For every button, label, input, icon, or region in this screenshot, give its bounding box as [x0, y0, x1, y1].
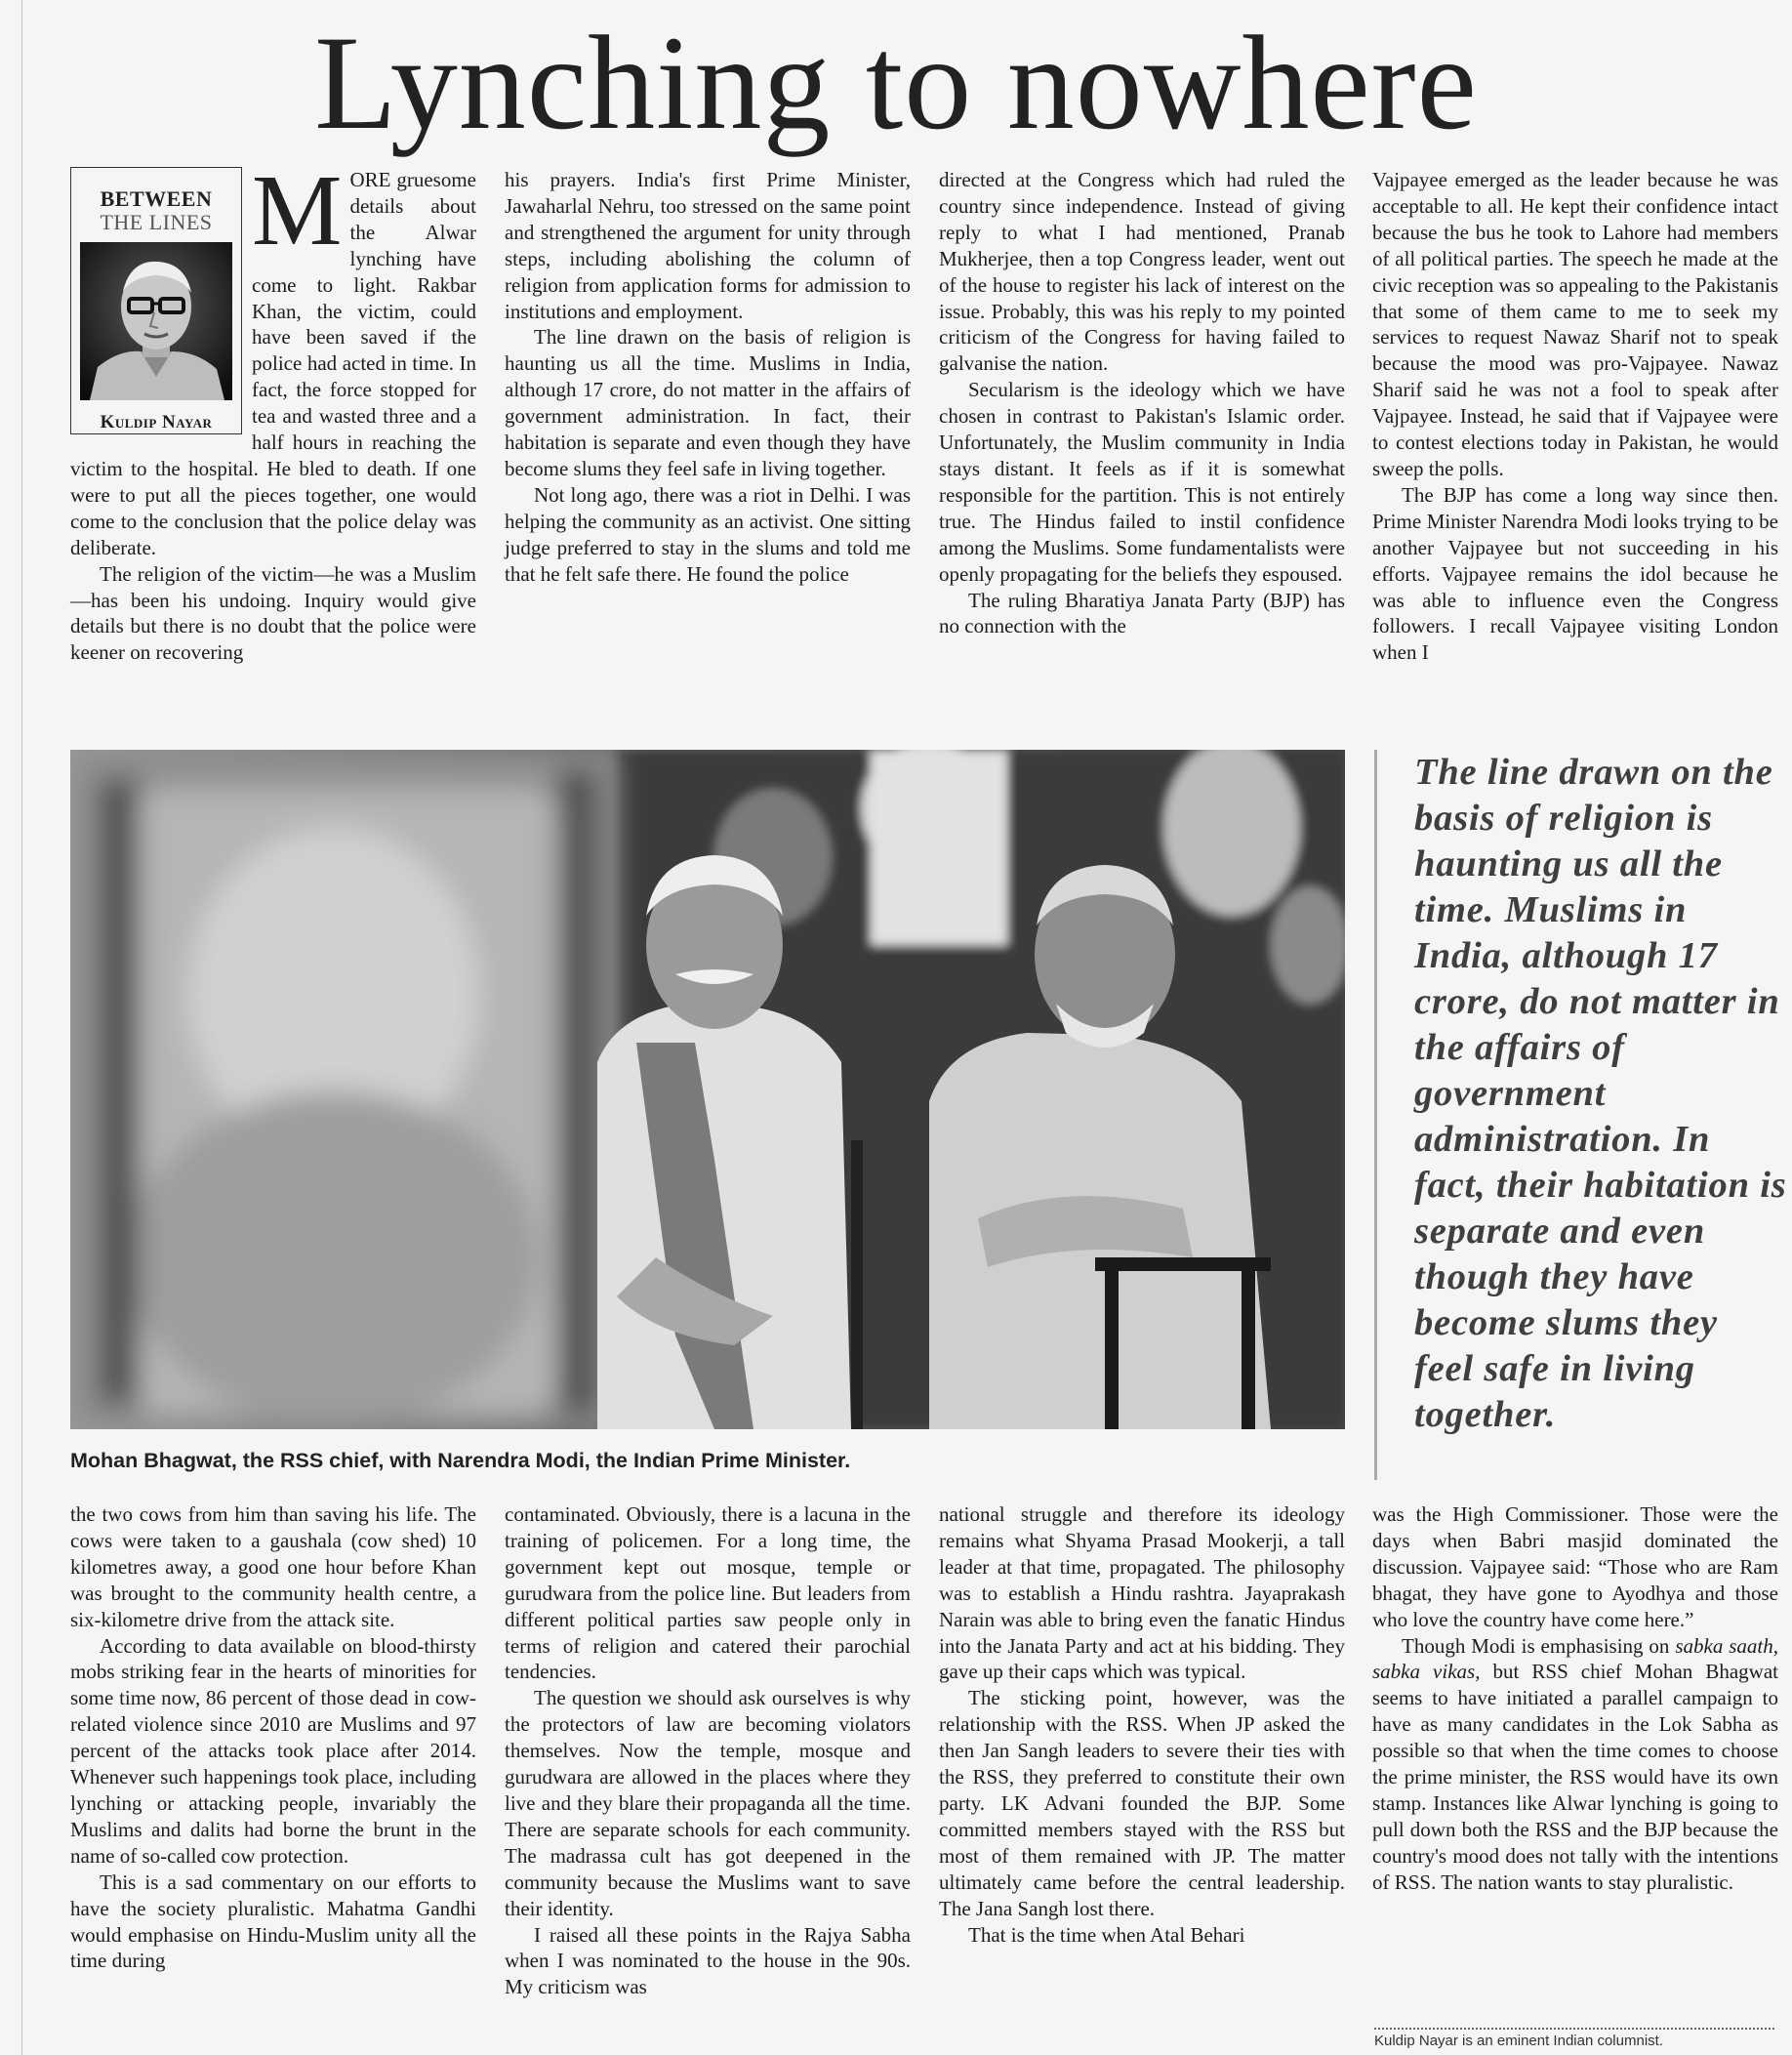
paragraph: The BJP has come a long way since then. Prime Minister Narendra Modi looks trying to be another Vajpayee but not succeeding in his efforts. Vajpayee remains the idol because he was able to influence even the Congress followers. I recall Vajpayee visiting London when I [1372, 482, 1778, 665]
paragraph: Secularism is the ideology which we have chosen in contrast to Pakistan's Islamic order. Unfortunately, the Muslim community in India stays distant. It feels as if it is somewhat responsible for the partition. This is not entirely true. The Hindus failed to instil confidence among the Muslims. Some fundamentalists were openly propagating for the beliefs they espoused. [939, 378, 1345, 586]
news-photo [70, 750, 1345, 1429]
column-name-line2: THE LINES [100, 210, 213, 234]
author-bio: Kuldip Nayar is an eminent Indian columnist. [1374, 2033, 1663, 2049]
paragraph: ORE gruesome details about the Alwar lynching have come to light. Rakbar Khan, the victim, could have been saved if the police had acted in time. In fact, the force stopped for tea and wasted three and a half hours in reaching the victim to the hospital. He bled to death. If one were to put all the pieces together, one would come to the conclusion that the police delay was deliberate. [70, 168, 476, 559]
end-rule [1374, 2028, 1774, 2030]
column-name-line1: BETWEEN [100, 186, 213, 211]
columnist-box [70, 167, 242, 434]
paragraph: According to data available on blood-thirsty mobs striking fear in the hearts of minorities for some time now, 86 percent of those dead in cow-related violence since 2010 are Muslims and 97 percent of the attacks took place after 2014. Whenever such happenings took place, including lynching or attacking people, invariably the Muslims and dalits had borne the brunt in the name of so-called cow protection. [70, 1633, 476, 1868]
paragraph: The line drawn on the basis of religion is haunting us all the time. Muslims in India, although 17 crore, do not matter in the affairs of government administration. In fact, their habitation is separate and even though they have become slums they feel safe in living together. [505, 325, 911, 480]
pull-quote-text: The line drawn on the basis of religion is haunting us all the time. Muslims in India, although 17 crore, do not matter in the affairs of government administration. In fact, their habitation is separate and even though they have become slums they feel safe in living together. [1414, 752, 1787, 1435]
drop-cap: M [252, 154, 343, 267]
paragraph: Not long ago, there was a riot in Delhi. I was helping the community as an activist. One sitting judge preferred to stay in the slums and told me that he felt safe there. He found the police [505, 482, 911, 586]
author-name: Kuldip Nayar [100, 412, 213, 432]
paragraph: The religion of the victim—he was a Muslim—has been his undoing. Inquiry would give details but there is no doubt that the police were keener on recovering [70, 561, 476, 665]
page-edge-rule [21, 0, 22, 2055]
pull-quote [1374, 750, 1787, 1480]
paragraph [1372, 1633, 1778, 1896]
paragraph: national struggle and therefore its ideology remains what Shyama Prasad Mookerji, a tall leader at that time, propagated. The philosophy was to establish a Hindu rashtra. Jayaprakash Narain was able to bring even the fanatic Hindus into the Janata Party and act at his bidding. They gave up their caps which was typical. [939, 1502, 1345, 1684]
paragraph: The sticking point, however, was the relationship with the RSS. When JP asked the then Jan Sangh leaders to severe their ties with the RSS, they preferred to constitute their own party. LK Advani founded the BJP. Some committed members stayed with the RSS but most of them remained with JP. The matter ultimately came before the central leadership. The Jana Sangh lost there. [939, 1686, 1345, 1920]
paragraph: This is a sad commentary on our efforts to have the society pluralistic. Mahatma Gandhi would emphasise on Hindu-Muslim unity all the time during [70, 1870, 476, 1973]
paragraph: his prayers. India's first Prime Minister, Jawaharlal Nehru, too stressed on the same point and strengthened the argument for unity through steps, including abolishing the column of religion from application forms for admission to institutions and employment. [505, 168, 911, 323]
text-run: but RSS chief Mohan Bhagwat seems to have initiated a parallel campaign to have as many candidates in the Lok Sabha as possible so that when the time comes to choose the prime minister, the RSS would have its own stamp. Instances like Alwar lynching is going to pull down both the RSS and the BJP because the country's mood does not tally with the intentions of RSS. The nation wants to stay pluralistic. [1372, 1660, 1778, 1894]
paragraph: The question we should ask ourselves is why the protectors of law are becoming violators themselves. Now the temple, mosque and gurudwara are allowed in the places where they live and they blare their propaganda all the time. There are separate schools for each community. The madrassa cult has got deepened in the community because the Muslims want to save their identity. [505, 1686, 911, 1920]
column-2-bottom [505, 1501, 911, 2000]
column-1-bottom [70, 1501, 476, 1974]
column-4-top [1372, 167, 1778, 666]
author-portrait [80, 242, 232, 400]
paragraph: directed at the Congress which had ruled the country since independence. Instead of giving reply to what I had mentioned, Pranab Mukherjee, then a top Congress leader, went out of the house to register his lack of interest on the issue. Probably, this was his reply to my pointed criticism of the Congress for having failed to galvanise the nation. [939, 168, 1345, 376]
column-2-top [505, 167, 911, 588]
photo-caption: Mohan Bhagwat, the RSS chief, with Narendra Modi, the Indian Prime Minister. [70, 1449, 851, 1472]
column-3-bottom [939, 1501, 1345, 1948]
paragraph: was the High Commissioner. Those were the days when Babri masjid dominated the discussion. Vajpayee said: “Those who are Ram bhagat, they have gone to Ayodhya and those who love the country have come here.” [1372, 1502, 1778, 1631]
emphasis: sabka saath, sabka vikas, [1372, 1633, 1778, 1684]
column-3-top [939, 167, 1345, 639]
headline: Lynching to nowhere [314, 8, 1478, 157]
column-1-top [70, 154, 476, 666]
paragraph: contaminated. Obviously, there is a lacuna in the training of policemen. For a long time, the government kept out mosque, temple or gurudwara from the police line. But leaders from different political parties saw people only in terms of religion and catered their parochial tendencies. [505, 1502, 911, 1684]
column-4-bottom [1372, 1501, 1778, 1896]
paragraph: The ruling Bharatiya Janata Party (BJP) has no connection with the [939, 588, 1345, 638]
paragraph: Vajpayee emerged as the leader because he was acceptable to all. He kept their confidence intact because the bus he took to Lahore had members of all political parties. The speech he made at the civic reception was so appealing to the Pakistanis that some of them came to me to seek my services to request Nawaz Sharif not to speak because the mood was pro-Vajpayee. Nawaz Sharif said he was not a fool to speak after Vajpayee. Instead, he said that if Vajpayee were to contest elections today in Pakistan, he would sweep the polls. [1372, 168, 1778, 480]
paragraph: I raised all these points in the Rajya Sabha when I was nominated to the house in the 90s. My criticism was [505, 1922, 911, 1999]
paragraph: That is the time when Atal Behari [968, 1922, 1245, 1947]
paragraph: the two cows from him than saving his life. The cows were taken to a gaushala (cow shed) 10 kilometres away, a good one hour before Khan was brought to the community health centre, a six-kilometre drive from the attack site. [70, 1502, 476, 1631]
text-run: Though Modi is emphasising on [1402, 1633, 1676, 1658]
